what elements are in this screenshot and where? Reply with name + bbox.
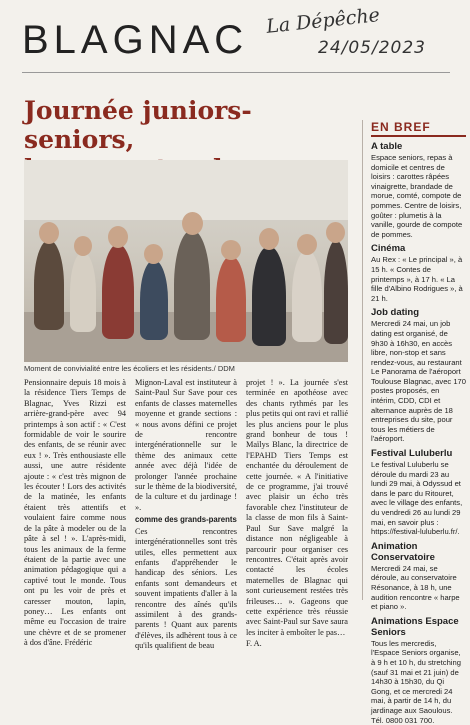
photo-figure-head <box>74 236 92 256</box>
article-paragraph: Pensionnaire depuis 18 mois à la résidence Tiers Temps de Blagnac, Yves Rizzi est arrière-grand-père avec 94 printemps à son actif : « C'est formidable de voir le sourire des enfants, de se réunir avec eux ! ». Très enthousiaste elle aussi, une autre résidente ajoute : « c'est très mignon de les écouter ! Lors des activités de la matinée, les enfants étaient très attentifs et voulaient faire comme nous de la pâte à modeler ou de la pâte à sel ! ». L'après-midi, tous les animaux de la ferme étaient de la partie avec une animation pédagogique qui a captivé tout le monde. Tous ont pu les voir de près et caresser mouton, lapin, poney… Les enfants ont même eu l'occasion de traire une chèvre et de se promener à dos d'âne. Frédéric <box>24 378 126 648</box>
sidebar-item-title: Animation Conservatoire <box>371 540 435 563</box>
photo-figure <box>292 250 322 342</box>
article-paragraph: Ces rencontres intergénérationnelles sont très utiles, elles permettent aux enfants d'appréhender le handicap des séniors. Les enfants sont demandeurs et souvent impatients d'aller à la rencontre des aînés qu'ils assimilent à des grands-parents ! Quant aux parents d'élèves, ils adhèrent tous à ce qu'ils qualifient de beau <box>135 526 237 651</box>
photo-figure <box>216 256 246 342</box>
sidebar-item-title: A table <box>371 141 403 152</box>
sidebar-item-body: Mercredi 24 mai, se déroule, au conservatoire Résonance, à 18 h, une audition rencontre « harpe et piano ». <box>371 563 460 612</box>
article-photo <box>24 160 348 362</box>
sidebar-item-title: Job dating <box>371 307 420 319</box>
header-divider <box>22 72 450 73</box>
photo-figure-head <box>297 234 317 255</box>
photo-figure <box>174 230 210 340</box>
sidebar-label: EN BREF <box>371 120 466 137</box>
sidebar-item <box>371 141 466 239</box>
page-header <box>0 0 470 78</box>
article-paragraph: projet ! ». La journée s'est terminée en apothéose avec des chants rythmés par les plus petits qui ont ravi et rallié les plus anciens pour le plus grand bonheur de tous ! Maïlys Blanc, la directrice de l'EPAHD Tiers Temps est enchantée du déroulement de cette journée. « A l'initiative de ce programme, j'ai trouvé avec plaisir un écho très favorable chez l'instituteur de la classe de mon fils à Saint-Paul Sur Save malgré la distance non négligeable à parcourir pour organiser ces rencontres. C'était après avoir contacté les écoles maternelles de Blagnac qui sont curieusement restées très frileuses… ». Gageons que cette expérience très réussie avec Saint-Paul sur Save saura les inciter à emboîter le pas… <box>246 378 348 637</box>
photo-figure <box>324 240 348 344</box>
article-subheading: comme des grands-parents <box>135 515 237 525</box>
handwritten-date: 24/05/2023 <box>318 38 426 58</box>
sidebar-item-body: Au Rex : « Le principal », à 15 h. « Contes de printemps », à 17 h. « La fille d'Albino Rodrigues », à 21 h. <box>371 255 463 303</box>
photo-figure-head <box>221 240 241 260</box>
photo-figure-head <box>182 212 203 235</box>
sidebar-item <box>371 243 466 303</box>
article-column-2 <box>135 378 237 653</box>
photo-wall <box>24 160 348 220</box>
sidebar-item-title: Festival Luluberlu <box>371 448 453 460</box>
sidebar-item <box>371 541 466 612</box>
section-city-title: BLAGNAC <box>22 18 249 62</box>
photo-figure-head <box>259 228 279 250</box>
article-signature: F. A. <box>246 639 262 649</box>
article-column-3 <box>246 378 348 651</box>
photo-figure-head <box>108 226 128 248</box>
sidebar-item <box>371 448 466 537</box>
photo-figure <box>140 260 168 340</box>
sidebar-item <box>371 307 466 444</box>
headline-line-1: Journée juniors-seniors, <box>24 96 252 154</box>
photo-caption: Moment de convivialité entre les écoliers et les résidents./ DDM <box>24 364 235 373</box>
sidebar-item-body: Tous les mercredis, l'Espace Seniors organise, à 9 h et 10 h, du stretching (sauf 31 mai et 21 juin) de 14h30 à 15h30, du Qi Gong, et ce mercredi 24 mai, à partir de 14 h, du jardinage aux Saoulous. Tél. 0800 031 700. <box>371 638 461 725</box>
sidebar-item-body: Le festival Luluberlu se déroule du mardi 23 au lundi 29 mai, à Odyssud et dans le parc du Ritouret, avec le village des enfants, du vendredi 26 au lundi 29 mai, en savoir plus : https://festival-luluberlu.fr/. <box>371 460 463 537</box>
photo-figure-head <box>326 222 345 243</box>
article-paragraph: Mignon-Laval est instituteur à Saint-Paul Sur Save pour ces enfants de classes maternelles moyenne et grande sections : « nous avons défini ce projet de rencontre intergénérationnelle sur le thème des animaux cette année avec déjà l'idée de prolonger l'année prochaine sur le thème de la biodiversité, de la culture et du jardinage ! ». <box>135 378 237 512</box>
photo-figure <box>102 244 134 339</box>
article-column-1 <box>24 378 126 650</box>
sidebar-item-body: Mercredi 24 mai, un job dating est organisé, de 9h30 à 16h30, en accès libre, non-stop et sans rendez-vous, au restaurant Le Panorama de l'aéroport Toulouse Blagnac, avec 170 postes proposés, en intérim, CDD, CDI et alternance auprès de 18 entreprises du site, pour tous les métiers de l'aéroport. <box>371 319 466 444</box>
photo-figure <box>252 246 286 346</box>
article-body <box>24 378 350 651</box>
sidebar-item-title: Cinéma <box>371 243 406 255</box>
sidebar-item <box>371 616 466 725</box>
sidebar-item-body: Espace seniors, repas à domicile et centres de loisirs : carottes râpées vinaigrette, brandade de morue, comté, compote de pommes. Centre de loisirs, goûter : plumetis à la vanille, gourde de compote de pommes. <box>371 153 463 239</box>
photo-figure-head <box>39 222 59 244</box>
photo-figure-head <box>144 244 163 264</box>
newspaper-handwritten-name: La Dépêche <box>265 4 381 38</box>
photo-figure <box>34 240 64 330</box>
en-bref-sidebar <box>362 120 466 725</box>
photo-figure <box>70 252 96 332</box>
sidebar-item-title: Animations Espace Seniors <box>371 615 459 638</box>
